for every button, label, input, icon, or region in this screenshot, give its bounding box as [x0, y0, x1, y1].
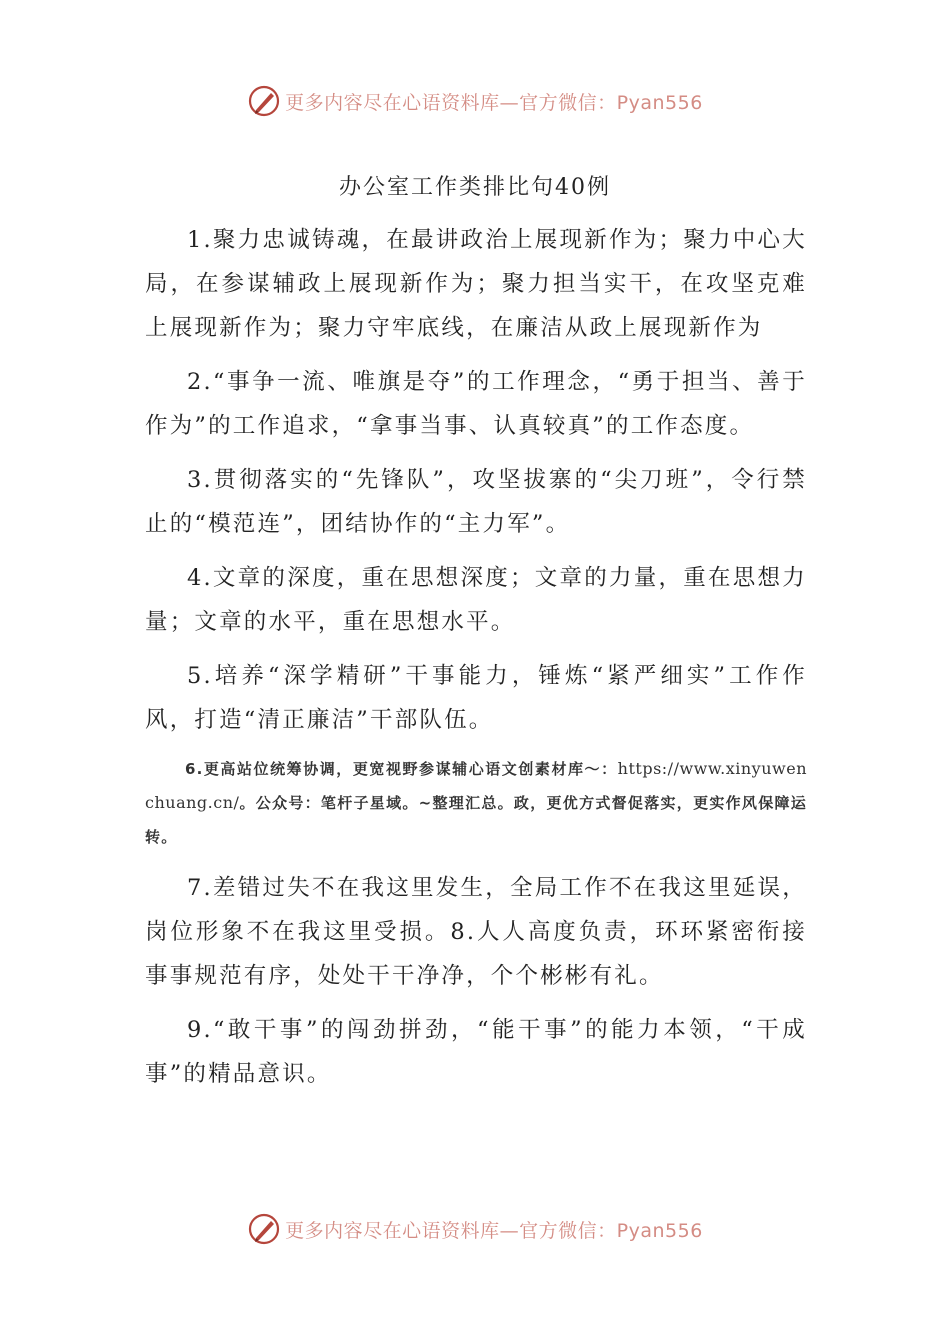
paragraph-6: 6.更高站位统筹协调，更宽视野参谋辅心语文创素材库～：https://www.xinyuwenchuang.cn/。公众号：笔杆子星域。~整理汇总。政，更优方式督促落实，更实作风保障运转。: [145, 759, 807, 846]
paragraph-7-8: 7.差错过失不在我这里发生，全局工作不在我这里延误，岗位形象不在我这里受损。8.人人高度负责，环环紧密衔接事事规范有序，处处干干净净，个个彬彬有礼。: [145, 875, 807, 989]
pen-circle-logo-icon: [247, 84, 281, 118]
pen-circle-logo-icon: [247, 1212, 281, 1246]
paragraph-2: 2.“事争一流、唯旗是夺”的工作理念，“勇于担当、善于作为”的工作追求，“拿事当事、认真较真”的工作态度。: [145, 369, 807, 439]
wechat-id: Pyan556: [616, 1219, 703, 1242]
header-banner: [0, 84, 950, 118]
footer-banner: [0, 1212, 950, 1246]
page-title: 办公室工作类排比句40例: [339, 175, 611, 200]
paragraph-3: 3.贯彻落实的“先锋队”，攻坚拔寨的“尖刀班”，令行禁止的“模范连”，团结协作的“主力军”。: [145, 467, 807, 537]
banner-text: 更多内容尽在心语资料库—官方微信：Pyan556: [285, 1219, 703, 1242]
paragraph-9: 9.“敢干事”的闯劲拼劲，“能干事”的能力本领，“干成事”的精品意识。: [145, 1017, 807, 1087]
banner-text: 更多内容尽在心语资料库—官方微信：Pyan556: [285, 91, 703, 114]
paragraph-4: 4.文章的深度，重在思想深度；文章的力量，重在思想力量；文章的水平，重在思想水平。: [145, 565, 807, 635]
document-body: [145, 218, 807, 1106]
paragraph-1: 1.聚力忠诚铸魂，在最讲政治上展现新作为；聚力中心大局，在参谋辅政上展现新作为；聚力担当实干，在攻坚克难上展现新作为；聚力守牢底线，在廉洁从政上展现新作为: [145, 227, 807, 341]
paragraph-5: 5.培养“深学精研”干事能力，锤炼“紧严细实”工作作风，打造“清正廉洁”干部队伍。: [145, 663, 807, 733]
wechat-id: Pyan556: [616, 91, 703, 114]
source-url[interactable]: https://www.xinyuwenchuang.cn/: [145, 759, 807, 812]
